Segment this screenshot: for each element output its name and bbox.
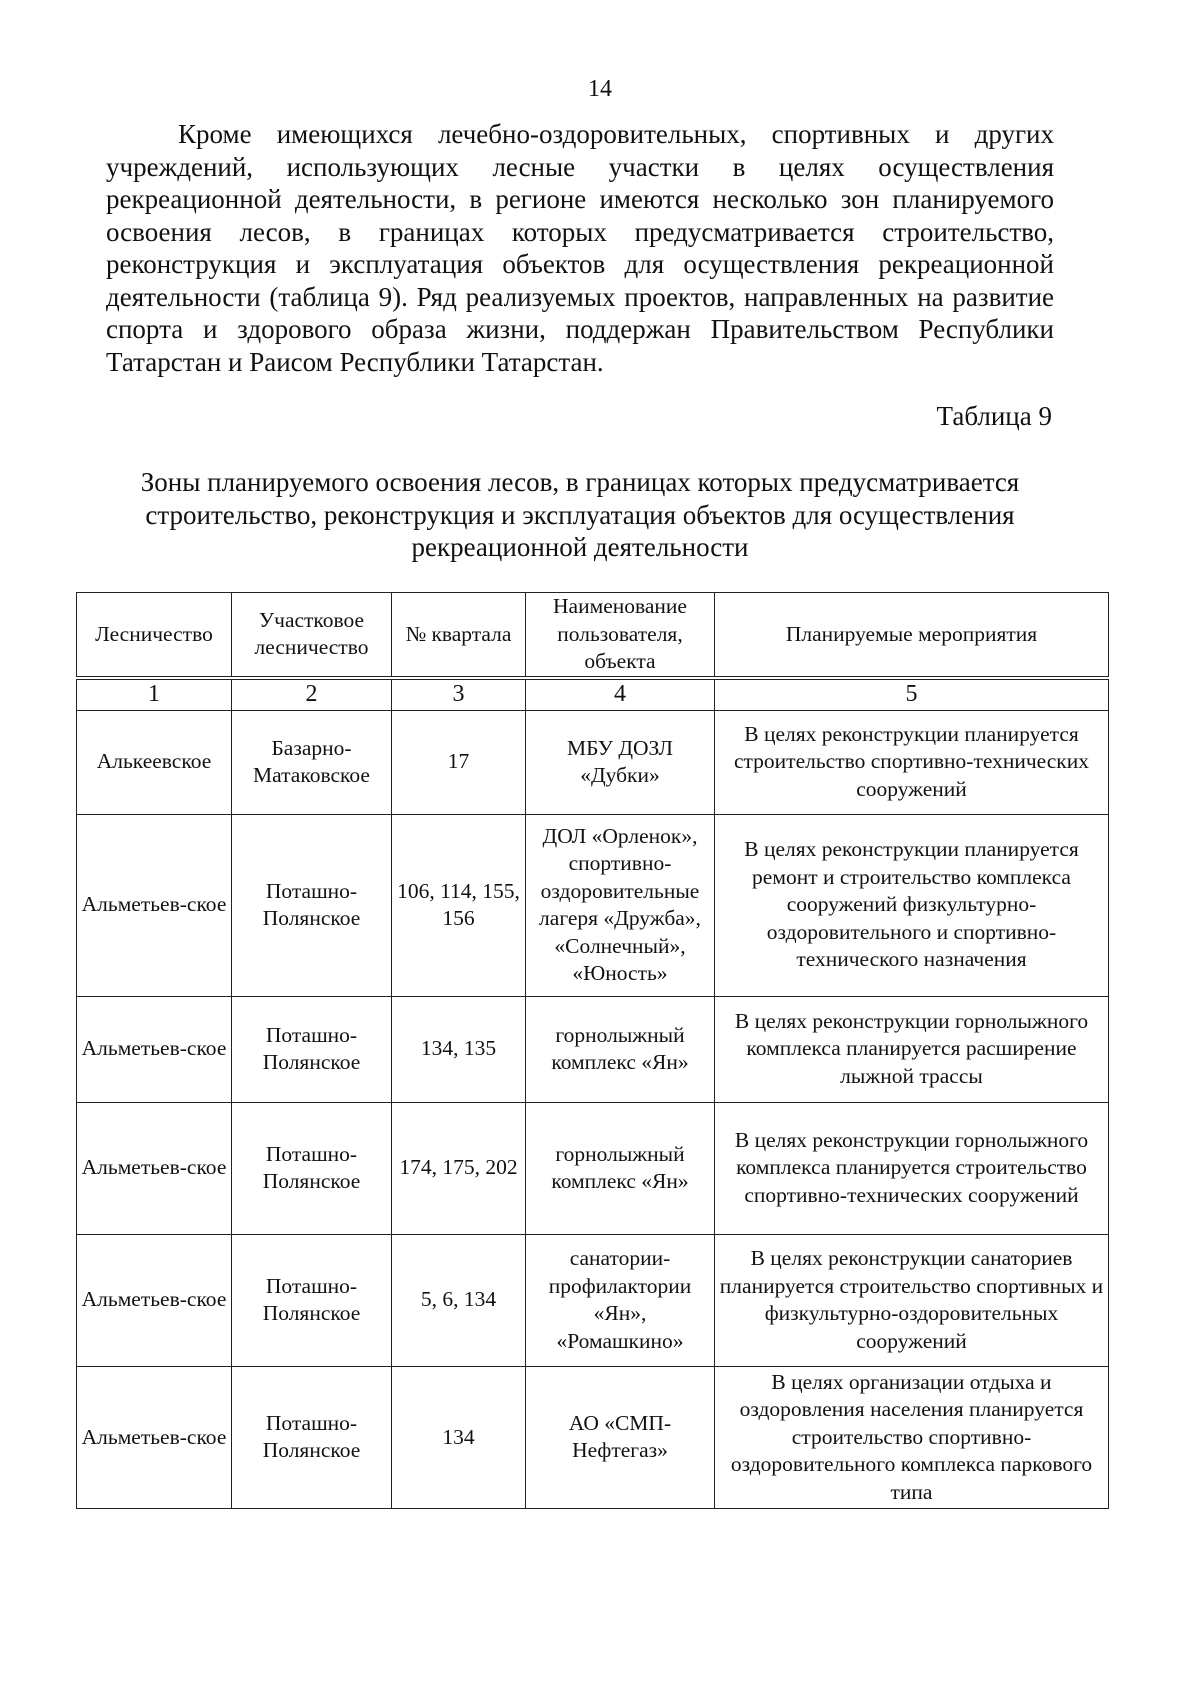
cell-district-forestry: Поташно-Полянское	[232, 1102, 392, 1234]
header-quarters: № квартала	[392, 593, 526, 678]
table-row	[77, 1366, 1109, 1509]
zones-table	[76, 592, 1109, 1509]
table-row	[77, 814, 1109, 996]
table-row	[77, 1102, 1109, 1234]
table-row	[77, 996, 1109, 1102]
cell-planned-events: В целях реконструкции планируется ремонт и строительство комплекса сооружений физкультурно-оздоровительного и спортивно-технического назначения	[715, 814, 1109, 996]
cell-district-forestry: Поташно-Полянское	[232, 996, 392, 1102]
cell-forestry: Алькеевское	[77, 710, 232, 814]
cell-user-object: горнолыжный комплекс «Ян»	[526, 996, 715, 1102]
header-user-object: Наименование пользователя, объекта	[526, 593, 715, 678]
cell-planned-events: В целях реконструкции планируется строительство спортивно-технических сооружений	[715, 710, 1109, 814]
cell-forestry: Альметьев-ское	[77, 996, 232, 1102]
cell-user-object: горнолыжный комплекс «Ян»	[526, 1102, 715, 1234]
cell-user-object: МБУ ДОЗЛ «Дубки»	[526, 710, 715, 814]
table-title: Зоны планируемого освоения лесов, в границах которых предусматривается строительство, реконструкция и эксплуатация объектов для осуществления рекреационной деятельности	[140, 467, 1020, 562]
cell-quarters: 134, 135	[392, 996, 526, 1102]
page-number: 14	[588, 76, 612, 102]
cell-district-forestry: Базарно-Матаковское	[232, 710, 392, 814]
header-district-forestry: Участковое лесничество	[232, 593, 392, 678]
column-number: 1	[77, 678, 232, 711]
cell-planned-events: В целях реконструкции горнолыжного комплекса планируется строительство спортивно-технических сооружений	[715, 1102, 1109, 1234]
column-number: 3	[392, 678, 526, 711]
header-forestry: Лесничество	[77, 593, 232, 678]
cell-forestry: Альметьев-ское	[77, 1102, 232, 1234]
cell-district-forestry: Поташно-Полянское	[232, 814, 392, 996]
table-row	[77, 710, 1109, 814]
cell-user-object: ДОЛ «Орленок», спортивно-оздоровительные лагеря «Дружба», «Солнечный», «Юность»	[526, 814, 715, 996]
table-row	[77, 1234, 1109, 1366]
table-label: Таблица 9	[936, 401, 1052, 431]
cell-district-forestry: Поташно-Полянское	[232, 1234, 392, 1366]
cell-forestry: Альметьев-ское	[77, 1366, 232, 1509]
cell-quarters: 106, 114, 155, 156	[392, 814, 526, 996]
cell-user-object: санатории-профилактории «Ян», «Ромашкино»	[526, 1234, 715, 1366]
cell-quarters: 174, 175, 202	[392, 1102, 526, 1234]
cell-user-object: АО «СМП-Нефтегаз»	[526, 1366, 715, 1509]
cell-forestry: Альметьев-ское	[77, 814, 232, 996]
column-number: 2	[232, 678, 392, 711]
cell-planned-events: В целях реконструкции горнолыжного комплекса планируется расширение лыжной трассы	[715, 996, 1109, 1102]
cell-district-forestry: Поташно-Полянское	[232, 1366, 392, 1509]
intro-paragraph: Кроме имеющихся лечебно-оздоровительных, спортивных и других учреждений, использующих лесные участки в целях осуществления рекреационной деятельности, в регионе имеются несколько зон планируемого освоения лесов, в границах которых предусматривается строительство, реконструкция и эксплуатация объектов для осуществления рекреационной деятельности (таблица 9). Ряд реализуемых проектов, направленных на развитие спорта и здорового образа жизни, поддержан Правительством Республики Татарстан и Раисом Республики Татарстан.	[106, 119, 1054, 377]
cell-planned-events: В целях реконструкции санаториев планируется строительство спортивных и физкультурно-оздоровительных сооружений	[715, 1234, 1109, 1366]
cell-quarters: 134	[392, 1366, 526, 1509]
cell-quarters: 17	[392, 710, 526, 814]
cell-planned-events: В целях организации отдыха и оздоровления населения планируется строительство спортивно-оздоровительного комплекса паркового типа	[715, 1366, 1109, 1509]
cell-forestry: Альметьев-ское	[77, 1234, 232, 1366]
column-number: 5	[715, 678, 1109, 711]
header-planned-events: Планируемые мероприятия	[715, 593, 1109, 678]
column-number-row	[77, 678, 1109, 711]
cell-quarters: 5, 6, 134	[392, 1234, 526, 1366]
table-header-row	[77, 593, 1109, 678]
column-number: 4	[526, 678, 715, 711]
